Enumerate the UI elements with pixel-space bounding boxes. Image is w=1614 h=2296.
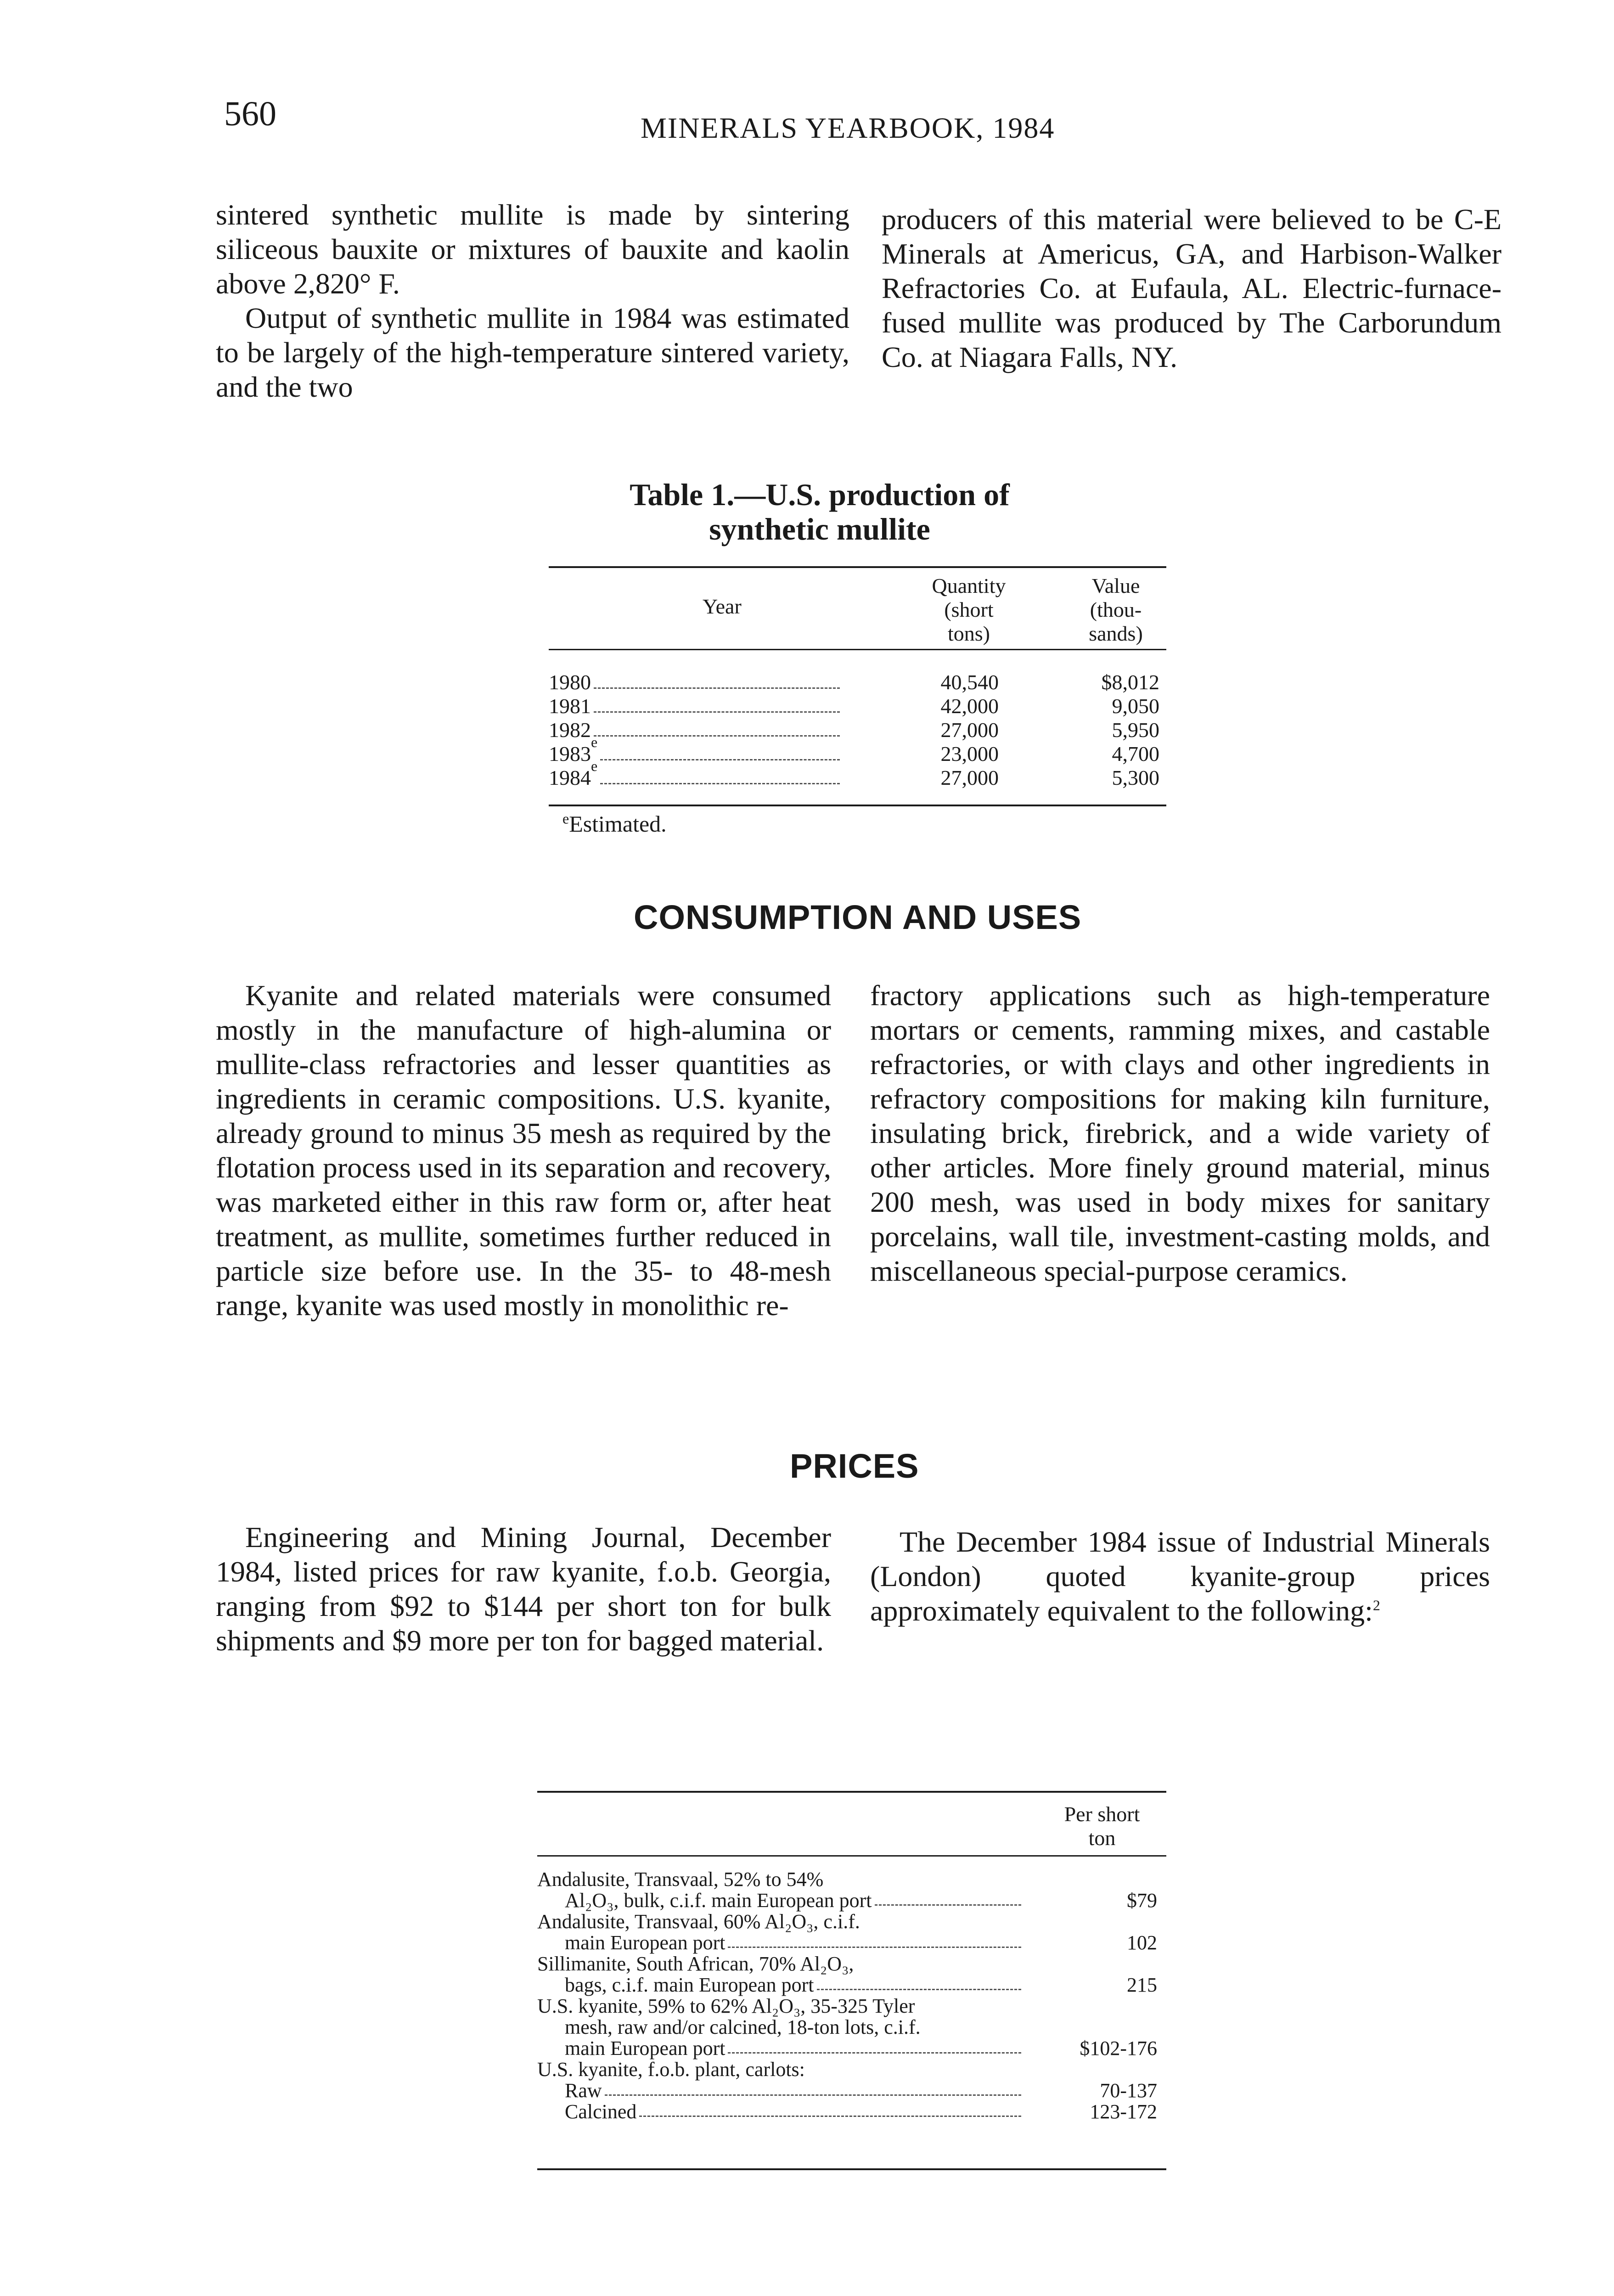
table-row (537, 1869, 1166, 1911)
table-row (537, 1996, 1166, 2059)
prices-footnote-mark: 2 (1372, 1597, 1380, 1614)
table-row (549, 694, 1166, 718)
consumption-left-paragraph: Kyanite and related materials were consumed mostly in the manufacture of high-alumina or mullite-class refractories and lesser quantities as ingredients in ceramic compositions. U.S. kyanite, already ground to minus 35 mesh as required by the flotation process used in its separation and recovery, was marketed either in this raw form or, after heat treatment, as mullite, sometimes further reduced in particle size before use. In the 35- to 48-mesh range, kyanite was used mostly in monolithic re- (216, 979, 831, 1322)
table1-footnote-text: Estimated. (569, 811, 667, 837)
table1-bottom-rule (549, 805, 1166, 806)
table1-quantity-cell: 27,000 (940, 766, 999, 789)
table1-header-value (1070, 574, 1162, 646)
table1-year-cell: 1984 e (549, 766, 843, 790)
table-row (537, 1911, 1166, 1953)
table-row (537, 1953, 1166, 1996)
table1-top-rule (549, 566, 1166, 568)
table1-value-cell: 4,700 (1112, 742, 1159, 765)
table-row (549, 718, 1166, 742)
table1-year-cell: 1982 (549, 718, 843, 742)
table1-header-year: Year (703, 595, 742, 618)
price-table-top-rule (537, 1791, 1166, 1793)
price-row-desc-line: Raw (565, 2079, 602, 2102)
price-table-header-line2: ton (1088, 1826, 1116, 1850)
table1-value-cell: 9,050 (1112, 694, 1159, 718)
price-table-column-header (1042, 1802, 1162, 1850)
table1-header-value-line2: (thou- (1090, 598, 1142, 621)
section-heading-prices: PRICES (790, 1447, 919, 1485)
table1-caption (528, 478, 1111, 546)
table1-caption-line2: synthetic mullite (709, 512, 930, 546)
price-row-desc-line: U.S. kyanite, 59% to 62% Al₂O₃, 35-325 Tyler (537, 1995, 915, 2017)
price-row-desc-line: U.S. kyanite, f.o.b. plant, carlots: (537, 2058, 805, 2081)
price-table-bottom-rule (537, 2168, 1166, 2170)
price-cell: 102 (1127, 1931, 1157, 1954)
price-row-desc-line: bags, c.i.f. main European port (565, 1974, 814, 1996)
table1-footnote-mark: e (562, 810, 569, 827)
table1-caption-line1: Table 1.—U.S. production of (630, 477, 1010, 512)
price-table-body (537, 1869, 1166, 2122)
price-row-desc-line: Andalusite, Transvaal, 60% Al₂O₃, c.i.f. (537, 1910, 860, 1933)
table-row (549, 670, 1166, 694)
price-cell: 70-137 (1100, 2079, 1157, 2102)
table-row (549, 734, 1166, 766)
price-cell: 123-172 (1090, 2100, 1157, 2123)
price-table-header-rule (537, 1855, 1166, 1857)
page-number: 560 (224, 95, 276, 133)
table1-year-cell: 1980 (549, 670, 843, 694)
table1-quantity-cell: 42,000 (940, 694, 999, 718)
intro-left-paragraph-2: Output of synthetic mullite in 1984 was estimated to be largely of the high-temperature sintered variety, and the two (216, 302, 849, 403)
table1-header-quantity-line3: tons) (948, 622, 990, 645)
table1-body (549, 670, 1166, 790)
table1-header-value-line3: sands) (1089, 622, 1143, 645)
price-row-desc-line: mesh, raw and/or calcined, 18-ton lots, c.i.f. (565, 2016, 921, 2038)
table1-header-quantity-line1: Quantity (932, 574, 1006, 597)
intro-left-paragraph-1: sintered synthetic mullite is made by sintering siliceous bauxite or mixtures of bauxite and kaolin above 2,820° F. (216, 198, 849, 300)
table1-quantity-cell: 23,000 (940, 742, 999, 765)
table-row (537, 2080, 1166, 2101)
prices-right-paragraph: The December 1984 issue of Industrial Minerals (London) quoted kyanite-group prices approximately equivalent to the following: (870, 1525, 1490, 1627)
consumption-left-column (216, 978, 831, 1322)
table1-quantity-cell: 40,540 (940, 670, 999, 694)
price-row-desc-line: Calcined (565, 2100, 637, 2123)
table1-value-cell: 5,950 (1112, 718, 1159, 742)
prices-left-paragraph: Engineering and Mining Journal, December 1984, listed prices for raw kyanite, f.o.b. Georgia, ranging from $92 to $144 per short ton for bulk shipments and $9 more per ton for bagged material. (216, 1521, 831, 1657)
consumption-right-column (870, 978, 1490, 1288)
price-cell: 215 (1127, 1974, 1157, 1996)
consumption-right-paragraph: fractory applications such as high-temperature mortars or cements, ramming mixes, and castable refractories, or with clays and other ingredients in refractory compositions for making kiln furniture, insulating brick, firebrick, and a wide variety of other articles. More finely ground material, minus 200 mesh, was used in body mixes for sanitary porcelains, wall tile, investment-casting molds, and miscellaneous special-purpose ceramics. (870, 979, 1490, 1287)
price-row-desc-line: main European port (565, 1931, 725, 1954)
table1-estimate-mark: e (591, 734, 598, 750)
intro-right-column (882, 202, 1502, 374)
prices-left-column (216, 1520, 831, 1658)
table1-value-cell: $8,012 (1101, 670, 1159, 694)
intro-left-column (216, 197, 849, 404)
price-row-desc-line: Andalusite, Transvaal, 52% to 54% (537, 1868, 824, 1891)
table1-estimate-mark: e (591, 758, 598, 774)
table1-value-cell: 5,300 (1112, 766, 1159, 789)
table1-quantity-cell: 27,000 (940, 718, 999, 742)
table-row (537, 2059, 1166, 2080)
price-row-desc-line: main European port (565, 2037, 725, 2060)
table1-header-rule (549, 649, 1166, 650)
price-table-header-line1: Per short (1064, 1802, 1140, 1826)
price-row-desc-line: Al₂O₃, bulk, c.i.f. main European port (565, 1889, 872, 1912)
prices-right-column (870, 1525, 1490, 1628)
table-row (549, 758, 1166, 790)
price-cell: $102-176 (1080, 2037, 1157, 2060)
price-row-desc-line: Sillimanite, South African, 70% Al₂O₃, (537, 1953, 854, 1975)
running-title: MINERALS YEARBOOK, 1984 (641, 112, 1055, 144)
table-row (537, 2101, 1166, 2122)
section-heading-consumption: CONSUMPTION AND USES (634, 898, 1082, 936)
table1-year-cell: 1981 (549, 694, 843, 718)
table1-header-value-line1: Value (1091, 574, 1140, 597)
intro-right-paragraph-1: producers of this material were believed to be C-E Minerals at Americus, GA, and Harbison-Walker Refractories Co. at Eufaula, AL. Electric-furnace-fused mullite was produced by The Carborundum Co. at Niagara Falls, NY. (882, 203, 1502, 373)
table1-year-cell: 1983 e (549, 742, 843, 766)
table1-header-quantity (909, 574, 1029, 646)
table1-header-quantity-line2: (short (944, 598, 994, 621)
table1-footnote (562, 810, 667, 837)
price-cell: $79 (1127, 1889, 1157, 1912)
